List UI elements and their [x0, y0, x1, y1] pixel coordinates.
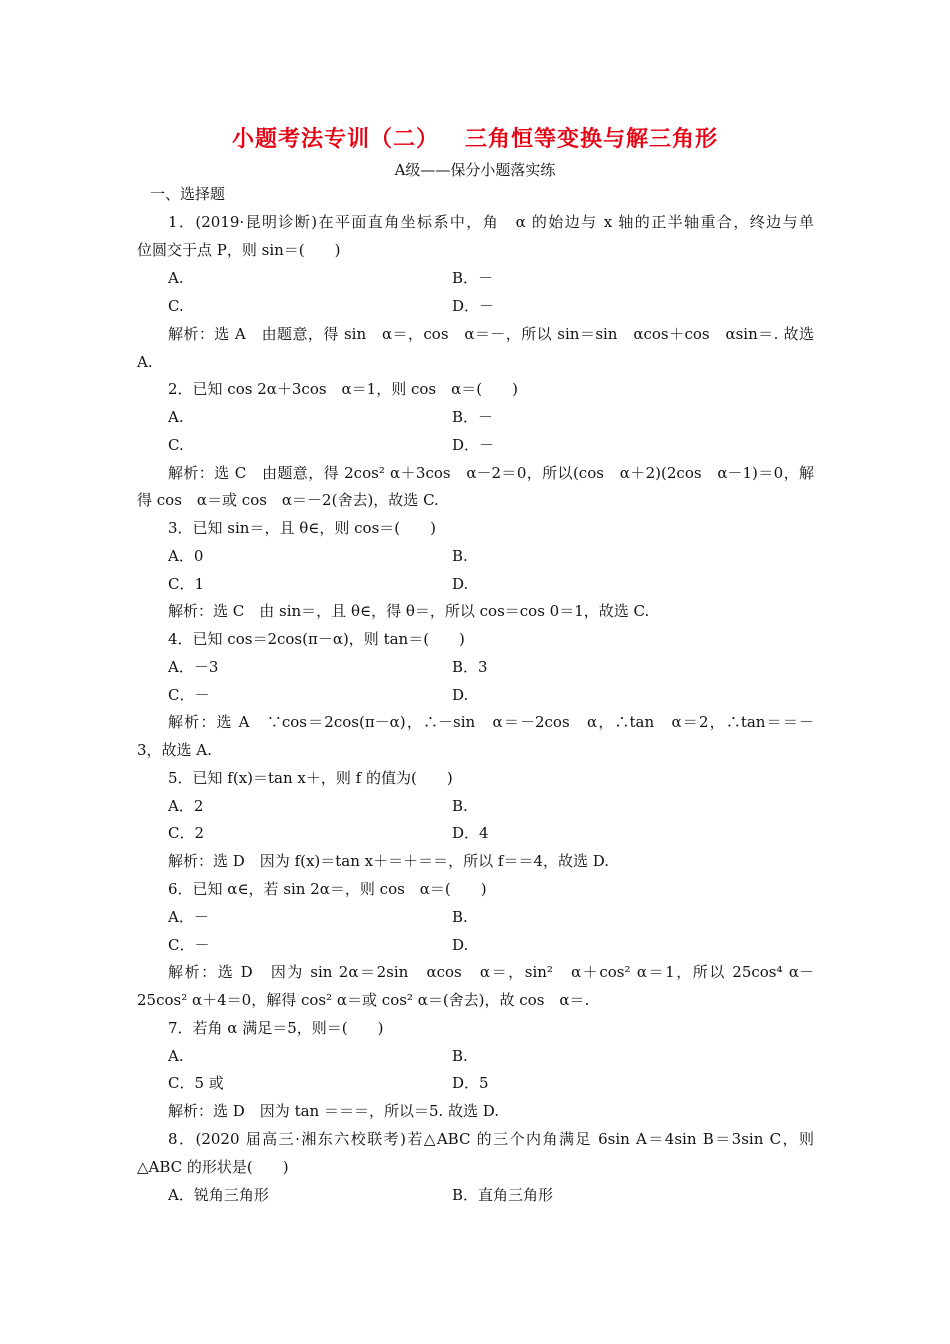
q1-option-d: D．－	[452, 297, 495, 315]
question-5: 5．已知 f(x)＝tan x＋，则 f 的值为( )	[168, 769, 453, 787]
q5-option-d: D．4	[452, 824, 489, 842]
q3-option-b: B.	[452, 547, 468, 565]
title-part-1: 小题考法专训（二）	[231, 127, 439, 152]
answer-1-line-1: 解析：选 A 由题意，得 sin α＝，cos α＝－，所以 sin＝sin αcos＋cos αsin＝. 故选	[168, 325, 814, 343]
q6-option-c: C．－	[168, 936, 210, 954]
page-subtitle: A级——保分小题落实练	[394, 161, 556, 179]
q2-option-a: A.	[168, 408, 184, 426]
q2-option-b: B．－	[452, 408, 494, 426]
answer-6-line-2: 25cos² α＋4＝0，解得 cos² α＝或 cos² α＝(舍去)，故 cos α＝.	[137, 991, 590, 1009]
q7-option-b: B.	[452, 1047, 468, 1065]
q1-option-c: C.	[168, 297, 184, 315]
q7-option-d: D．5	[452, 1074, 489, 1092]
answer-4-line-1: 解析：选 A ∵cos＝2cos(π－α)，∴－sin α＝－2cos α，∴tan α＝2，∴tan＝＝－	[168, 713, 814, 731]
question-6: 6．已知 α∈，若 sin 2α＝，则 cos α＝( )	[168, 880, 487, 898]
q6-option-d: D.	[452, 936, 469, 954]
answer-5: 解析：选 D 因为 f(x)＝tan x＋＝＋＝＝，所以 f＝＝4，故选 D.	[168, 852, 610, 870]
question-8-line-2: △ABC 的形状是( )	[137, 1158, 289, 1176]
q7-option-a: A.	[168, 1047, 184, 1065]
answer-7: 解析：选 D 因为 tan ＝＝＝，所以＝5. 故选 D.	[168, 1102, 500, 1120]
page-title	[0, 122, 950, 153]
q6-option-a: A．－	[168, 908, 209, 926]
answer-6-line-1: 解析：选 D 因为 sin 2α＝2sin αcos α＝，sin² α＋cos² α＝1，所以 25cos⁴ α－	[168, 963, 814, 981]
question-1-line-2: 位圆交于点 P，则 sin＝( )	[137, 241, 341, 259]
q5-option-c: C．2	[168, 824, 205, 842]
q5-option-b: B.	[452, 797, 468, 815]
answer-1-line-2: A.	[137, 353, 153, 371]
answer-2-line-2: 得 cos α＝或 cos α＝－2(舍去)，故选 C.	[137, 491, 439, 509]
q1-option-a: A.	[168, 269, 184, 287]
question-1-line-1: 1．(2019·昆明诊断)在平面直角坐标系中，角 α 的始边与 x 轴的正半轴重合，终边与单	[168, 213, 814, 231]
q2-option-c: C.	[168, 436, 184, 454]
q8-option-b: B．直角三角形	[452, 1186, 554, 1204]
answer-4-line-2: 3，故选 A.	[137, 741, 212, 759]
q4-option-c: C．－	[168, 686, 210, 704]
q4-option-b: B．3	[452, 658, 488, 676]
title-part-2: 三角恒等变换与解三角形	[465, 127, 719, 152]
q7-option-c: C．5 或	[168, 1074, 224, 1092]
answer-2-line-1: 解析：选 C 由题意，得 2cos² α＋3cos α－2＝0，所以(cos α＋2)(2cos α－1)＝0，解	[168, 464, 814, 482]
answer-3: 解析：选 C 由 sin＝，且 θ∈，得 θ＝，所以 cos＝cos 0＝1，故选 C.	[168, 602, 650, 620]
q2-option-d: D．－	[452, 436, 495, 454]
q8-option-a: A．锐角三角形	[168, 1186, 269, 1204]
question-8-line-1: 8．(2020 届高三·湘东六校联考)若△ABC 的三个内角满足 6sin A＝4sin B＝3sin C，则	[168, 1130, 814, 1148]
question-7: 7．若角 α 满足＝5，则＝( )	[168, 1019, 384, 1037]
question-3: 3．已知 sin＝，且 θ∈，则 cos＝( )	[168, 519, 436, 537]
q3-option-d: D.	[452, 575, 469, 593]
q3-option-a: A．0	[168, 547, 204, 565]
q1-option-b: B．－	[452, 269, 494, 287]
q5-option-a: A．2	[168, 797, 204, 815]
question-4: 4．已知 cos＝2cos(π－α)，则 tan＝( )	[168, 630, 465, 648]
q4-option-d: D.	[452, 686, 469, 704]
question-2: 2．已知 cos 2α＋3cos α＝1，则 cos α＝( )	[168, 380, 518, 398]
q4-option-a: A．－3	[168, 658, 219, 676]
q3-option-c: C．1	[168, 575, 205, 593]
q6-option-b: B.	[452, 908, 468, 926]
section-heading: 一、选择题	[150, 185, 226, 203]
